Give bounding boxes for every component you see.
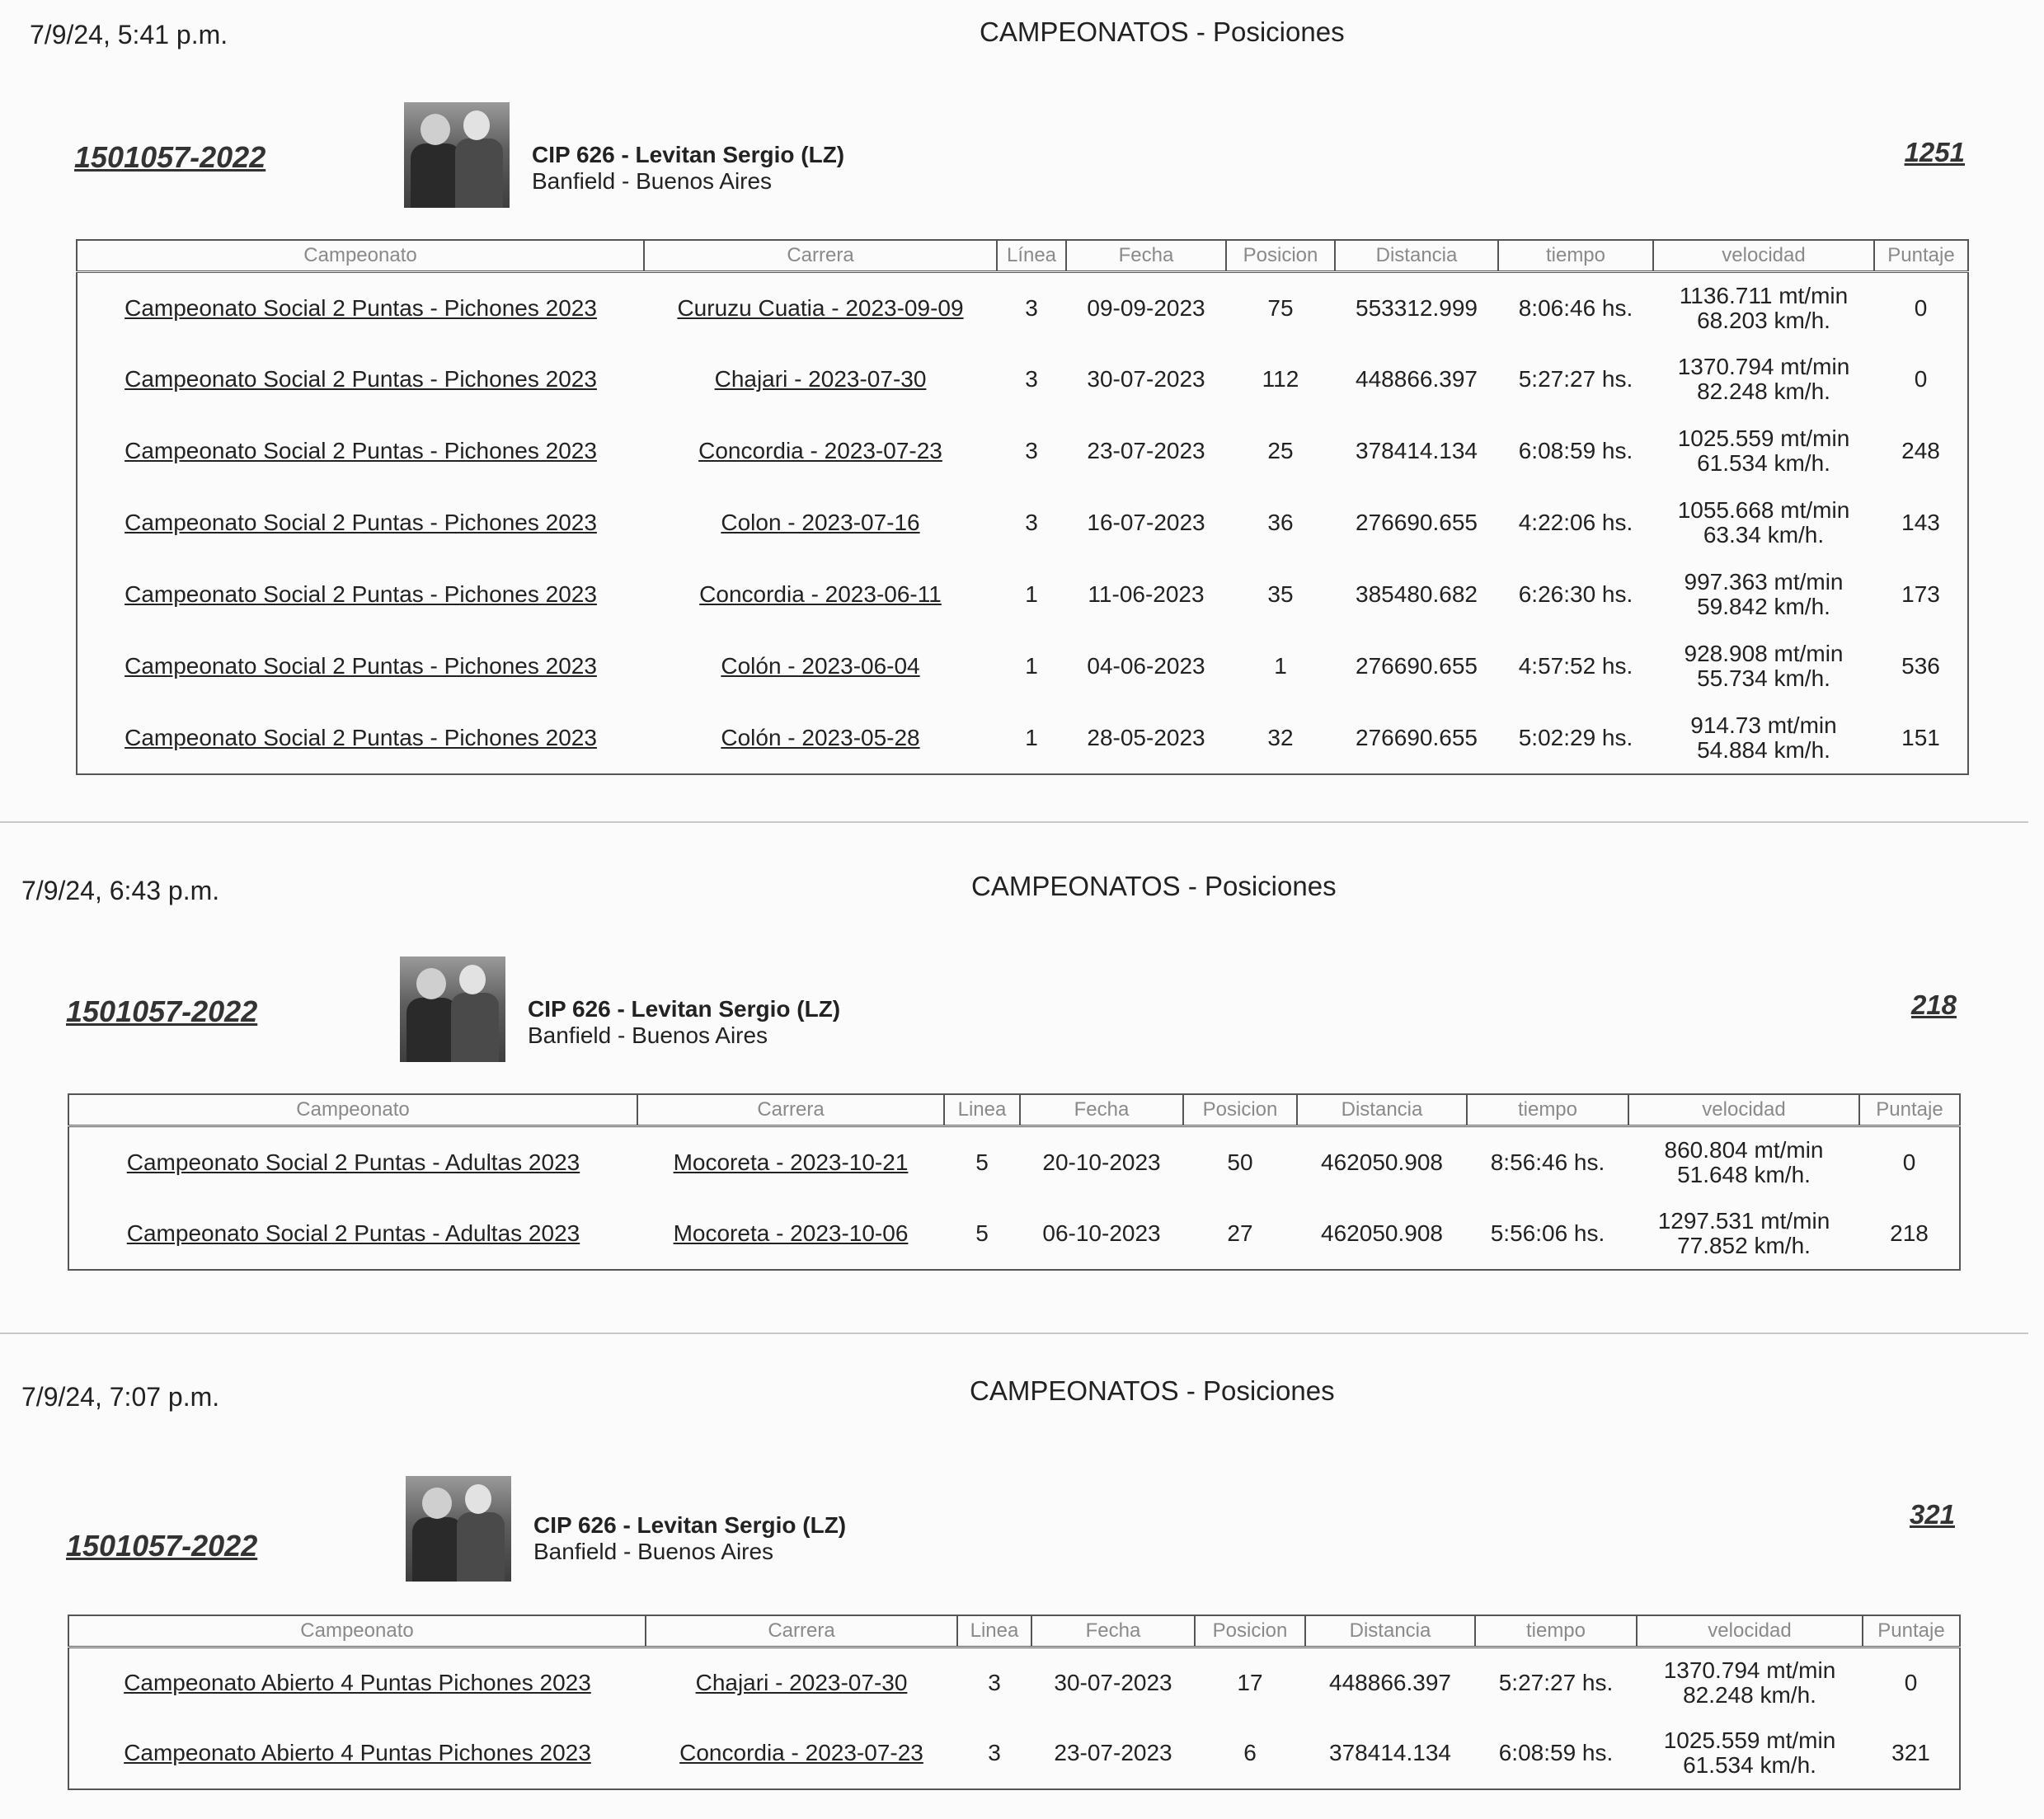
cell-linea: 1 [1025, 653, 1038, 679]
pigeon-ring-id[interactable]: 1501057-2022 [66, 994, 258, 1028]
results-table [68, 1615, 1961, 1790]
cell-tiempo: 6:26:30 hs. [1518, 581, 1633, 607]
cell-posicion: 112 [1262, 366, 1299, 392]
cell-fecha: 06-10-2023 [1042, 1220, 1161, 1246]
cell-campeonato[interactable]: Campeonato Social 2 Puntas - Pichones 2023 [125, 294, 597, 321]
speed-km-h: 59.842 km/h. [1697, 594, 1830, 619]
cell-tiempo: 8:56:46 hs. [1490, 1149, 1605, 1175]
cell-velocidad [1653, 631, 1874, 703]
owner-photo [404, 102, 510, 208]
results-table [68, 1093, 1961, 1271]
speed-mt-min: 1055.668 mt/min [1677, 497, 1850, 523]
column-header: Distancia [1297, 1094, 1467, 1126]
cell-linea: 3 [1025, 438, 1038, 463]
cell-posicion: 35 [1267, 581, 1294, 607]
cell-fecha: 30-07-2023 [1054, 1670, 1172, 1696]
timestamp: 7/9/24, 6:43 p.m. [21, 876, 220, 905]
cell-carrera[interactable]: Curuzu Cuatia - 2023-09-09 [677, 294, 964, 321]
cell-campeonato[interactable]: Campeonato Abierto 4 Puntas Pichones 2023 [124, 1740, 591, 1765]
column-header: Carrera [644, 240, 997, 272]
column-header: Fecha [1066, 240, 1226, 272]
pigeon-ring-id[interactable]: 1501057-2022 [66, 1529, 258, 1563]
cell-campeonato[interactable]: Campeonato Social 2 Puntas - Pichones 2023 [125, 581, 597, 607]
cell-linea: 1 [1025, 581, 1038, 607]
cell-velocidad [1653, 416, 1874, 487]
column-header: tiempo [1498, 240, 1653, 272]
table-row [77, 559, 1968, 631]
cell-tiempo: 5:27:27 hs. [1498, 1670, 1614, 1696]
cell-tiempo: 8:06:46 hs. [1518, 294, 1633, 321]
owner-name: CIP 626 - Levitan Sergio (LZ) [533, 1512, 847, 1538]
document-title: CAMPEONATOS - Posiciones [971, 871, 1337, 901]
cell-linea: 3 [988, 1740, 1001, 1765]
cell-linea: 5 [975, 1149, 989, 1175]
timestamp: 7/9/24, 5:41 p.m. [30, 20, 228, 49]
table-row [77, 703, 1968, 774]
cell-campeonato[interactable]: Campeonato Social 2 Puntas - Adultas 2023 [126, 1149, 580, 1175]
cell-puntaje: 0 [1914, 294, 1928, 321]
owner-name: CIP 626 - Levitan Sergio (LZ) [532, 142, 845, 167]
speed-km-h: 61.534 km/h. [1697, 450, 1830, 476]
speed-km-h: 77.852 km/h. [1677, 1232, 1811, 1258]
cell-campeonato[interactable]: Campeonato Social 2 Puntas - Pichones 2023 [125, 366, 597, 392]
document-title: CAMPEONATOS - Posiciones [970, 1375, 1335, 1406]
column-header: Fecha [1031, 1615, 1195, 1647]
page-separator [0, 821, 2028, 823]
speed-km-h: 82.248 km/h. [1683, 1682, 1816, 1709]
cell-tiempo: 4:22:06 hs. [1518, 510, 1633, 535]
cell-linea: 3 [1025, 366, 1038, 392]
column-header: velocidad [1628, 1094, 1859, 1126]
column-header: Campeonato [68, 1094, 637, 1126]
cell-velocidad [1628, 1198, 1859, 1270]
cell-linea: 3 [1025, 294, 1038, 321]
speed-mt-min: 914.73 mt/min [1690, 712, 1837, 738]
column-header: velocidad [1637, 1615, 1863, 1647]
cell-posicion: 50 [1227, 1149, 1253, 1175]
speed-km-h: 54.884 km/h. [1697, 736, 1830, 763]
speed-km-h: 61.534 km/h. [1683, 1752, 1816, 1778]
cell-fecha: 28-05-2023 [1087, 724, 1205, 750]
cell-posicion: 32 [1267, 724, 1294, 750]
cell-posicion: 75 [1267, 294, 1294, 321]
cell-distancia: 462050.908 [1321, 1220, 1443, 1246]
cell-distancia: 276690.655 [1356, 724, 1478, 750]
cell-fecha: 20-10-2023 [1042, 1149, 1161, 1175]
column-header: Carrera [646, 1615, 957, 1647]
cell-tiempo: 4:57:52 hs. [1518, 653, 1633, 679]
cell-posicion: 6 [1243, 1740, 1257, 1765]
speed-km-h: 51.648 km/h. [1677, 1161, 1811, 1187]
cell-tiempo: 5:27:27 hs. [1518, 366, 1633, 392]
cell-velocidad [1653, 272, 1874, 344]
cell-fecha: 16-07-2023 [1087, 510, 1205, 535]
speed-mt-min: 1297.531 mt/min [1657, 1207, 1830, 1234]
cell-puntaje: 151 [1901, 724, 1940, 750]
cell-linea: 1 [1025, 724, 1038, 750]
cell-velocidad [1628, 1126, 1859, 1198]
cell-carrera[interactable]: Concordia - 2023-06-11 [699, 581, 942, 607]
cell-puntaje: 248 [1901, 438, 1940, 463]
table-row [77, 272, 1968, 344]
column-header: Campeonato [68, 1615, 646, 1647]
table-header-row [68, 1615, 1960, 1647]
timestamp: 7/9/24, 7:07 p.m. [21, 1382, 220, 1412]
table-row [77, 344, 1968, 416]
cell-velocidad [1653, 703, 1874, 774]
cell-puntaje: 173 [1901, 581, 1940, 607]
speed-mt-min: 1025.559 mt/min [1677, 425, 1850, 451]
column-header: velocidad [1653, 240, 1874, 272]
cell-velocidad [1637, 1647, 1863, 1718]
cell-carrera[interactable]: Colon - 2023-07-16 [721, 510, 920, 535]
table-row [68, 1647, 1960, 1718]
cell-posicion: 25 [1267, 438, 1294, 463]
speed-km-h: 63.34 km/h. [1703, 522, 1825, 548]
cell-fecha: 23-07-2023 [1087, 438, 1205, 463]
cell-velocidad [1653, 559, 1874, 631]
cell-campeonato[interactable]: Campeonato Social 2 Puntas - Pichones 2023 [125, 724, 597, 750]
cell-distancia: 385480.682 [1356, 581, 1478, 607]
cell-puntaje: 536 [1901, 653, 1940, 679]
results-table [76, 239, 1969, 775]
cell-posicion: 1 [1274, 653, 1287, 679]
column-header: Posicion [1183, 1094, 1297, 1126]
table-row [68, 1126, 1960, 1198]
table-row [68, 1718, 1960, 1789]
speed-mt-min: 1370.794 mt/min [1677, 354, 1850, 379]
cell-puntaje: 218 [1890, 1220, 1929, 1246]
column-header: tiempo [1475, 1615, 1637, 1647]
cell-velocidad [1637, 1718, 1863, 1789]
column-header: Campeonato [77, 240, 644, 272]
cell-tiempo: 6:08:59 hs. [1518, 438, 1633, 463]
cell-puntaje: 0 [1914, 366, 1928, 392]
owner-location: Banfield - Buenos Aires [532, 168, 773, 194]
cell-velocidad [1653, 344, 1874, 416]
cell-velocidad [1653, 487, 1874, 559]
column-header: tiempo [1467, 1094, 1628, 1126]
speed-mt-min: 1370.794 mt/min [1663, 1657, 1836, 1684]
cell-tiempo: 6:08:59 hs. [1498, 1740, 1614, 1765]
owner-location: Banfield - Buenos Aires [533, 1539, 774, 1564]
page-separator [0, 1333, 2028, 1334]
speed-km-h: 68.203 km/h. [1697, 307, 1830, 333]
cell-distancia: 276690.655 [1356, 653, 1478, 679]
speed-km-h: 55.734 km/h. [1697, 665, 1830, 691]
table-row [77, 416, 1968, 487]
cell-distancia: 276690.655 [1356, 510, 1478, 535]
cell-fecha: 11-06-2023 [1088, 581, 1205, 607]
cell-carrera[interactable]: Concordia - 2023-07-23 [698, 438, 942, 463]
table-row [77, 487, 1968, 559]
table-header-row [68, 1094, 1960, 1126]
cell-linea: 3 [988, 1670, 1001, 1696]
cell-carrera[interactable]: Mocoreta - 2023-10-21 [673, 1149, 909, 1175]
table-row [77, 631, 1968, 703]
column-header: Puntaje [1863, 1615, 1960, 1647]
total-points[interactable]: 218 [1910, 989, 1957, 1020]
cell-linea: 5 [975, 1220, 989, 1246]
owner-photo [406, 1476, 511, 1582]
column-header: Linea [944, 1094, 1020, 1126]
cell-distancia: 448866.397 [1356, 366, 1478, 392]
pigeon-ring-id[interactable]: 1501057-2022 [74, 140, 266, 174]
owner-name: CIP 626 - Levitan Sergio (LZ) [528, 996, 841, 1022]
owner-location: Banfield - Buenos Aires [528, 1022, 768, 1048]
cell-fecha: 09-09-2023 [1087, 294, 1205, 321]
cell-posicion: 36 [1267, 510, 1294, 535]
cell-puntaje: 0 [1904, 1670, 1918, 1696]
cell-campeonato[interactable]: Campeonato Abierto 4 Puntas Pichones 2023 [124, 1670, 591, 1696]
speed-mt-min: 1025.559 mt/min [1663, 1727, 1836, 1753]
cell-distancia: 378414.134 [1329, 1740, 1451, 1765]
cell-carrera[interactable]: Chajari - 2023-07-30 [695, 1670, 908, 1696]
column-header: Distancia [1335, 240, 1498, 272]
column-header: Carrera [637, 1094, 944, 1126]
owner-photo [400, 957, 505, 1062]
speed-mt-min: 928.908 mt/min [1684, 641, 1844, 666]
speed-km-h: 82.248 km/h. [1697, 378, 1830, 404]
cell-posicion: 17 [1237, 1670, 1263, 1696]
column-header: Linea [957, 1615, 1031, 1647]
cell-carrera[interactable]: Chajari - 2023-07-30 [714, 366, 927, 392]
total-points[interactable]: 321 [1909, 1499, 1955, 1530]
cell-fecha: 04-06-2023 [1087, 653, 1205, 679]
column-header: Posicion [1195, 1615, 1305, 1647]
column-header: Puntaje [1859, 1094, 1960, 1126]
cell-tiempo: 5:02:29 hs. [1518, 724, 1633, 750]
cell-campeonato[interactable]: Campeonato Social 2 Puntas - Pichones 2023 [125, 438, 597, 463]
speed-mt-min: 860.804 mt/min [1664, 1136, 1824, 1163]
cell-puntaje: 321 [1891, 1740, 1930, 1765]
cell-campeonato[interactable]: Campeonato Social 2 Puntas - Pichones 2023 [125, 510, 597, 535]
cell-distancia: 378414.134 [1356, 438, 1478, 463]
cell-fecha: 30-07-2023 [1087, 366, 1205, 392]
cell-tiempo: 5:56:06 hs. [1490, 1220, 1605, 1246]
cell-carrera[interactable]: Mocoreta - 2023-10-06 [673, 1220, 909, 1246]
document-title: CAMPEONATOS - Posiciones [980, 16, 1345, 47]
column-header: Línea [997, 240, 1066, 272]
cell-campeonato[interactable]: Campeonato Social 2 Puntas - Adultas 2023 [126, 1220, 580, 1246]
cell-puntaje: 0 [1902, 1149, 1916, 1175]
cell-carrera[interactable]: Concordia - 2023-07-23 [679, 1740, 923, 1765]
column-header: Distancia [1305, 1615, 1475, 1647]
cell-posicion: 27 [1227, 1220, 1253, 1246]
speed-mt-min: 1136.711 mt/min [1679, 282, 1849, 308]
column-header: Posicion [1226, 240, 1335, 272]
speed-mt-min: 997.363 mt/min [1684, 569, 1844, 595]
table-header-row [77, 240, 1968, 272]
cell-distancia: 448866.397 [1329, 1670, 1451, 1696]
table-row [68, 1198, 1960, 1270]
cell-linea: 3 [1025, 510, 1038, 535]
cell-carrera[interactable]: Colón - 2023-05-28 [721, 724, 920, 750]
column-header: Puntaje [1874, 240, 1968, 272]
cell-carrera[interactable]: Colón - 2023-06-04 [721, 653, 920, 679]
cell-fecha: 23-07-2023 [1054, 1740, 1172, 1765]
total-points[interactable]: 1251 [1904, 137, 1965, 167]
cell-distancia: 553312.999 [1356, 294, 1478, 321]
cell-distancia: 462050.908 [1321, 1149, 1443, 1175]
column-header: Fecha [1020, 1094, 1183, 1126]
cell-puntaje: 143 [1901, 510, 1940, 535]
cell-campeonato[interactable]: Campeonato Social 2 Puntas - Pichones 2023 [125, 653, 597, 679]
